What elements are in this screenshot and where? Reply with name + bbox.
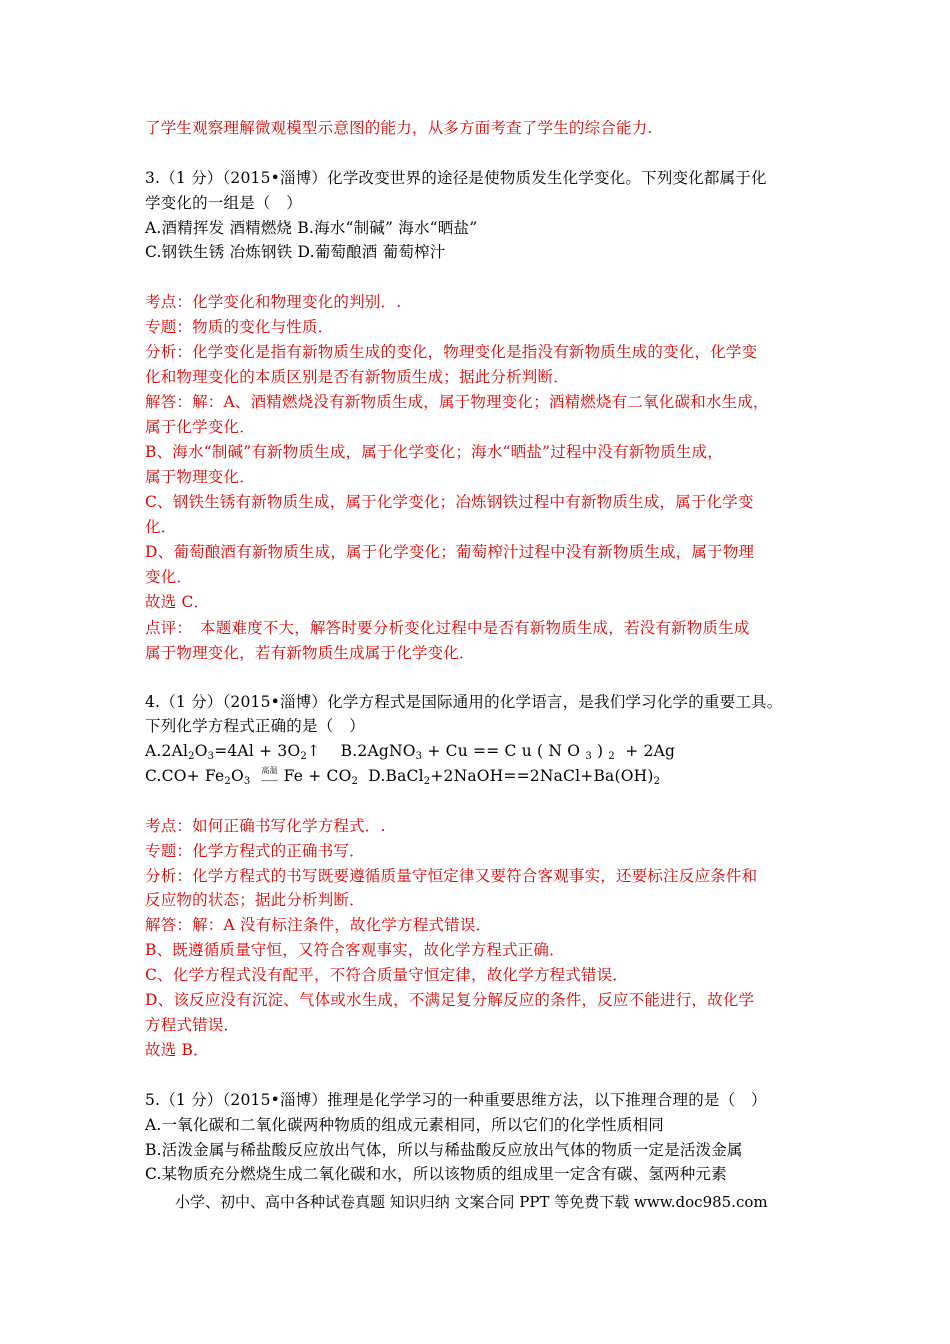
q3-b-line2: 属于物理变化． [145,468,255,486]
q4-kaodian: 考点：如何正确书写化学方程式．. [145,817,386,835]
q5-stem: 5.（1 分）（2015•淄博）推理是化学学习的一种重要思维方法，以下推理合理的是（ ） [145,1091,767,1109]
intro-text: 了学生观察理解微观模型示意图的能力，从多方面考查了学生的综合能力. [145,119,653,137]
q4-fenxi-line2: 反应物的状态；据此分析判断． [145,891,365,909]
q3-kaodian: 考点：化学变化和物理变化的判别．. [145,293,402,311]
q3-d-line2: 变化． [145,568,193,586]
q3-dianping-line1: 点评： 本题难度不大，解答时要分析变化过程中是否有新物质生成，若没有新物质生成 [145,619,750,637]
q5-option-b: B.活泼金属与稀盐酸反应放出气体，所以与稀盐酸反应放出气体的物质一定是活泼金属 [145,1141,743,1159]
q3-stem-line1: 3.（1 分）（2015•淄博）化学改变世界的途径是使物质发生化学变化。下列变化都属于化 [145,169,767,187]
q4-stem-line1: 4.（1 分）（2015•淄博）化学方程式是国际通用的化学语言，是我们学习化学的重要工具。 [145,693,783,711]
q3-jieda-line1: 解答：解：A、酒精燃烧没有新物质生成，属于物理变化；酒精燃烧有二氧化碳和水生成， [145,393,769,411]
q4-c-line1: C、化学方程式没有配平，不符合质量守恒定律，故化学方程式错误． [145,966,629,984]
q4-jieda-line1: 解答：解：A 没有标注条件，故化学方程式错误． [145,916,492,934]
q3-fenxi-line2: 化和物理变化的本质区别是否有新物质生成；据此分析判断． [145,368,569,386]
q3-b-line1: B、海水“制碱”有新物质生成，属于化学变化；海水“晒盐”过程中没有新物质生成， [145,443,723,461]
q5-option-a: A.一氧化碳和二氧化碳两种物质的组成元素相同，所以它们的化学性质相同 [145,1116,664,1134]
q3-c-line2: 化． [145,518,177,536]
q3-jieda-line2: 属于化学变化． [145,418,255,436]
q4-stem-line2: 下列化学方程式正确的是（ ） [145,717,365,735]
q4-fenxi-line1: 分析：化学方程式的书写既要遵循质量守恒定律又要符合客观事实，还要标注反应条件和 [145,867,758,885]
q4-b-line1: B、既遵循质量守恒，又符合客观事实，故化学方程式正确． [145,941,565,959]
q3-options-cd: C.钢铁生锈 冶炼钢铁 D.葡萄酿酒 葡萄榨汁 [145,243,446,261]
q3-options-ab: A.酒精挥发 酒精燃烧 B.海水“制碱” 海水“晒盐” [145,219,478,237]
q3-c-line1: C、钢铁生锈有新物质生成，属于化学变化；冶炼钢铁过程中有新物质生成，属于化学变 [145,493,754,511]
q4-zhuanti: 专题：化学方程式的正确书写． [145,842,365,860]
q4-d-line2: 方程式错误． [145,1016,240,1034]
q4-options-cd: $C.CO+ Fe_2O_3$ 高温 ―― $Fe + CO_2$ $D.BaCl_2+2NaOH==2NaCl+Ba(OH)_2$ [145,766,661,787]
q3-dianping-line2: 属于物理变化，若有新物质生成属于化学变化． [145,644,475,662]
q5-option-c: C.某物质充分燃烧生成二氧化碳和水，所以该物质的组成里一定含有碳、氢两种元素 [145,1165,727,1183]
reaction-condition-hightemp: 高温 ―― [261,766,278,785]
q3-zhuanti: 专题：物质的变化与性质． [145,318,334,336]
q3-d-line1: D、葡萄酿酒有新物质生成，属于化学变化；葡萄榨汁过程中没有新物质生成，属于物理 [145,543,755,561]
q4-options-ab: $A.2Al_2O_3=4Al$ + $3O_2↑$ B.2AgNO$_3$ + Cu == C u ( N O $_3$ ) $_2$ + 2Ag [145,742,676,762]
q3-fenxi-line1: 分析：化学变化是指有新物质生成的变化，物理变化是指没有新物质生成的变化，化学变 [145,343,758,361]
q4-d-line1: D、该反应没有沉淀、气体或水生成，不满足复分解反应的条件，反应不能进行，故化学 [145,991,755,1009]
q4-answer: 故选 B． [145,1041,209,1059]
q3-answer: 故选 C． [145,593,210,611]
q3-stem-line2: 学变化的一组是（ ） [145,194,303,212]
page-footer: 小学、初中、高中各种试卷真题 知识归纳 文案合同 PPT 等免费下载 www.doc985.com [175,1193,768,1211]
